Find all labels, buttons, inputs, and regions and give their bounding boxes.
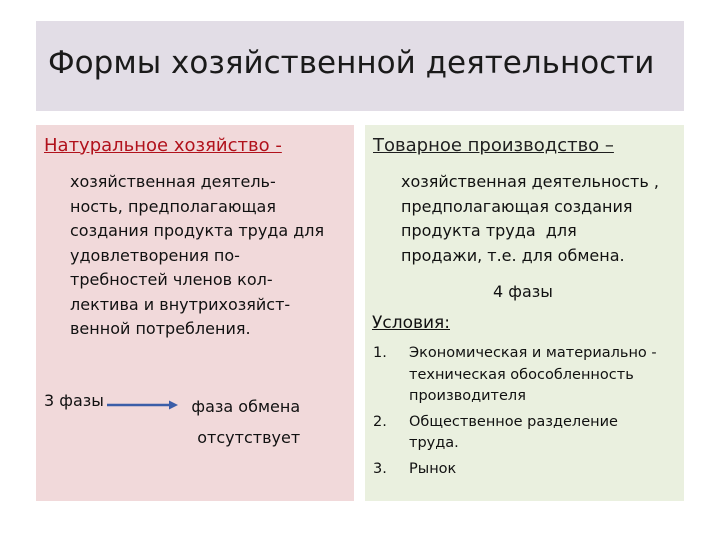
natural-economy-phases: 3 фазы — [44, 391, 104, 410]
page-title: Формы хозяйственной деятельности — [48, 45, 655, 81]
natural-economy-panel — [36, 125, 354, 501]
list-item — [373, 459, 678, 481]
list-item-number: 3. — [373, 460, 387, 477]
conditions-label: Условия: — [372, 313, 450, 333]
list-item-text: Общественное разделение труда. — [409, 413, 618, 451]
commodity-production-heading: Товарное производство – — [373, 135, 614, 156]
title-banner — [36, 21, 684, 111]
conditions-list — [373, 343, 678, 484]
exchange-phase-absent: фаза обмена отсутствует — [191, 397, 301, 447]
list-item — [373, 412, 678, 455]
commodity-production-definition: хозяйственная деятельность , предполагающая создания продукта труда для продажи, т.е. для обмена. — [401, 172, 659, 265]
natural-economy-heading: Натуральное хозяйство - — [44, 135, 282, 156]
commodity-production-panel — [365, 125, 684, 501]
list-item-text: Экономическая и материально - техническая обособленность производителя — [409, 345, 657, 404]
list-item-number: 1. — [373, 345, 387, 361]
natural-economy-definition: хозяйственная деятель- ность, предполагающая создания продукта труда для удовлетворения по- требностей членов кол- лектива и внутрихозяйст- венной потребления. — [70, 172, 325, 338]
commodity-production-phases: 4 фазы — [493, 282, 553, 301]
list-item — [373, 343, 678, 408]
list-item-text: Рынок — [409, 460, 457, 477]
list-item-number: 2. — [373, 413, 387, 430]
right-arrow-icon — [107, 399, 179, 411]
